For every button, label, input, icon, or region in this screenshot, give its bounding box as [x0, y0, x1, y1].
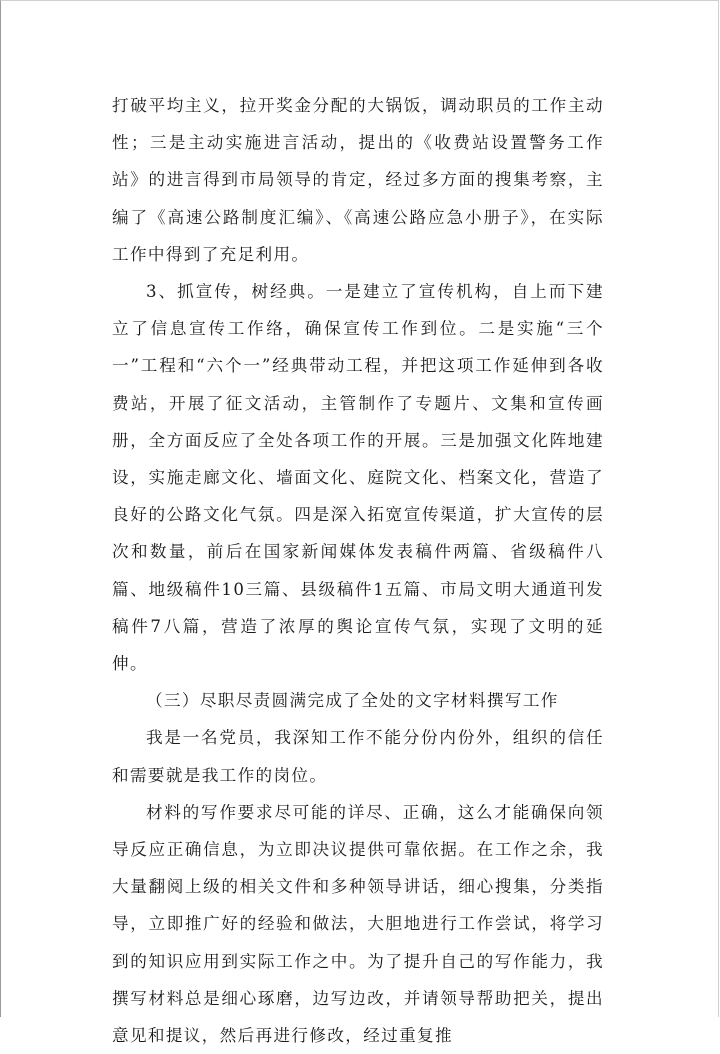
document-body — [112, 87, 604, 1054]
paragraph-publicity-work: 3、抓宣传，树经典。一是建立了宣传机构，自上而下建立了信息宣传工作络，确保宣传工作到位。二是实施“三个一”工程和“六个一”经典带动工程，并把这项工作延伸到各收费站，开展了征文活动，主管制作了专题片、文集和宣传画册，全方面反应了全处各项工作的开展。三是加强文化阵地建设，实施走廊文化、墙面文化、庭院文化、档案文化，营造了良好的公路文化气氛。四是深入拓宽宣传渠道，扩大宣传的层次和数量，前后在国家新闻媒体发表稿件两篇、省级稿件八篇、地级稿件10三篇、县级稿件1五篇、市局文明大通道刊发稿件7八篇，营造了浓厚的舆论宣传气氛，实现了文明的延伸。 — [112, 282, 604, 674]
paragraph-material-writing: 材料的写作要求尽可能的详尽、正确，这么才能确保向领导反应正确信息，为立即决议提供可靠依据。在工作之余，我大量翻阅上级的相关文件和多种领导讲话，细心搜集，分类指导，立即推广好的经验和做法，大胆地进行工作尝试，将学习到的知识应用到实际工作之中。为了提升自己的写作能力，我撰写材料总是细心琢磨，边写边改，并请领导帮助把关，提出意见和提议，然后再进行修改，经过重复推 — [112, 802, 604, 1046]
paragraph-incentive-reform: 打破平均主义，拉开奖金分配的大锅饭，调动职员的工作主动性；三是主动实施进言活动，提出的《收费站设置警务工作站》的进言得到市局领导的肯定，经过多方面的搜集考察，主编了《高速公路制度汇编》、《高速公路应急小册子》，在实际工作中得到了充足利用。 — [112, 96, 604, 264]
section-heading-writing-work: （三）尽职尽责圆满完成了全处的文字材料撰写工作 — [146, 691, 559, 711]
paragraph-party-member: 我是一名党员，我深知工作不能分份内份外，组织的信任和需要就是我工作的岗位。 — [112, 728, 604, 785]
